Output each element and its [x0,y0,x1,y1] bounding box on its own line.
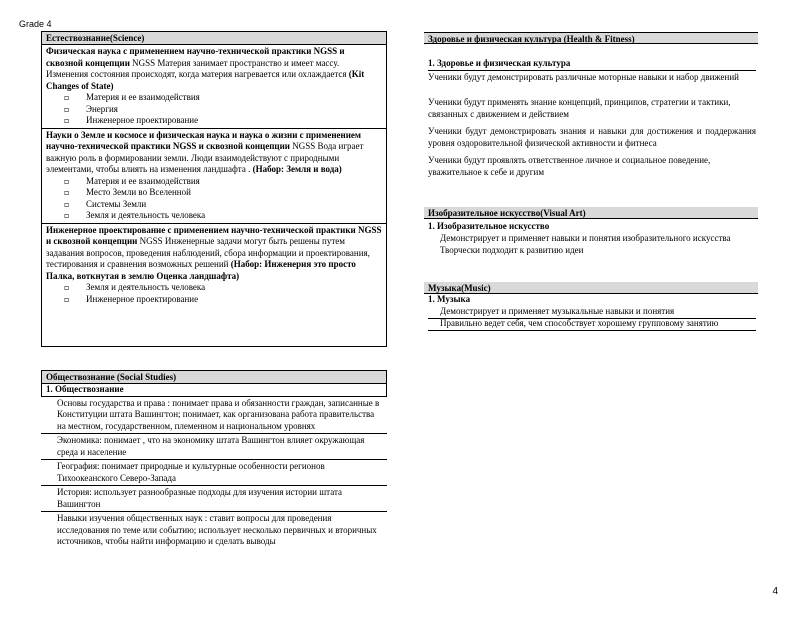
section-title: Науки о Земле и космосе и физическая наука и наука о жизни с применением научно-технической практики NGSS и сквозной концепции [46,129,362,151]
science-section-physical [42,45,386,129]
list-item: Ученики будут демонстрировать различные моторные навыки и набор движений [428,72,739,82]
list-item: ▫ Энергия [64,103,118,114]
list-item: ▫ Материя и ее взаимодействия [64,92,200,102]
section-kit: (Набор: Инженерия это просто Палка, воткнутая в землю Оценка ландшафта) [46,259,356,281]
music-header: Музыка(Music) [424,282,758,294]
section-text: NGSS Вода играет важную роль в формировании земли. Люди взаимодействуют с природными элементами, чтобы влиять на изменения ландшафта . [46,141,364,174]
list-item: ▫ Материя и ее взаимодействия [64,175,200,186]
art-header: Изобразительное искусство(Visual Art) [424,207,758,219]
science-header: Естествознание(Science) [42,32,386,45]
section-title: Физическая наука с применением научно-технической практики NGSS и сквозной концепции [46,46,345,68]
list-item: Навыки изучения общественных наук : ставит вопросы для проведения исследования по теме или событию; использует несколько первичных и вторичных источников, чтобы найти информацию и сделать выводы [41,511,387,549]
list-item: Основы государства и права : понимает права и обязанности граждан, записанные в Конституции штата Вашингтон; понимает, как организована работа правительства на местном, государственном, племенном и национальном уровнях [41,396,387,434]
list-item: ▫ Земля и деятельность человека [64,210,206,220]
list-item: История: использует разнообразные подходы для изучения истории штата Вашингтон [41,485,387,511]
list-item: Ученики будут проявлять ответственное личное и социальное поведение, уважительное к себе и другим [428,155,711,177]
list-item: Экономика: понимает , что на экономику штата Вашингтон влияет окружающая среда и население [41,433,387,459]
list-item: Демонстрирует и применяет музыкальные навыки и понятия [428,306,756,319]
music-subheader: 1. Музыка [428,294,471,304]
list-item: ▫ Место Земли во Вселенной [64,187,191,197]
list-item: Правильно ведет себя, чем способствует хорошему групповому занятию [428,318,756,331]
list-item: География: понимает природные и культурные особенности регионов Тихоокеанского Северо-Запада [41,459,387,485]
health-subheader: 1. Здоровье и физическая культура [428,58,756,71]
list-item: Творчески подходит к развитию идеи [440,245,584,255]
social-studies-block [41,370,387,549]
social-subheader: 1. Обществознание [41,384,387,396]
art-subheader: 1. Изобразительное искусство [428,221,550,231]
section-text: NGSS Инженерные задачи могут быть решены путем задавания вопросов, проведения наблюдений, сбора информации и проектирования, тестирования и сравнения возможных решений [46,236,370,269]
social-header: Обществознание (Social Studies) [41,370,387,384]
science-section-earth [42,129,386,224]
grade-label: Grade 4 [19,19,52,29]
list-item: Демонстрирует и применяет навыки и понятия изобразительного искусства [440,233,731,243]
health-header: Здоровье и физическая культура (Health & Fitness) [424,32,758,44]
bullet-list [46,176,382,222]
list-item: Ученики будут демонстрировать знания и навыки для достижения и поддержания уровня оздоровительной физической активности и фитнеса [428,126,756,148]
page-number: 4 [772,586,778,597]
bullet-list [46,282,382,305]
section-title: Инженерное проектирование с применением научно-технической практики NGSS и сквозной концепции [46,224,382,246]
science-section-engineering [42,224,386,307]
list-item: ▫ Системы Земли [64,198,147,209]
list-item: ▫ Земля и деятельность человека [64,282,206,292]
section-text: NGSS Материя занимает пространство и имеет массу. Изменения состояния происходят, когда материя нагревается или охлаждается [46,57,347,79]
bullet-list [46,92,382,127]
section-kit: (Набор: Земля и вода) [252,164,342,174]
list-item: Ученики будут применять знание концепций, принципов, стратегии и тактики, связанных с движением и действием [428,97,731,119]
science-box [41,31,387,347]
list-item: ▫ Инженерное проектирование [64,293,199,304]
section-kit: (Kit Changes of State) [46,69,365,91]
list-item: ▫ Инженерное проектирование [64,115,199,125]
